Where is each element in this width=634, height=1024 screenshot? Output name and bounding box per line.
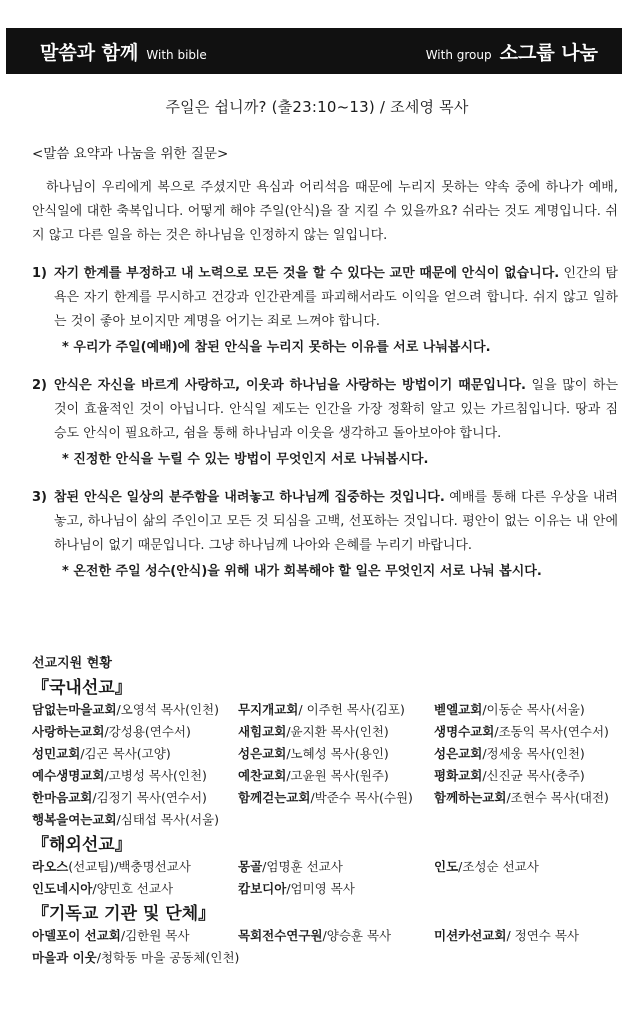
- list-item: 마을과 이웃/청학동 마을 공동체(인천): [32, 950, 240, 965]
- point-body: 인간의 탐욕은 자기 한계를 무시하고 건강과 인간관계를 파괴해서라도 이익을 얻으려 합니다. 쉬지 않고 일하는 것이 좋아 보이지만 계명을 어기는 죄로 느껴야 합니다.: [54, 266, 618, 329]
- mission-support: [32, 652, 618, 966]
- list-item: 무지개교회/ 이주헌 목사(김포): [238, 702, 405, 717]
- list-item: 아델포이 선교회/김한원 목사: [32, 928, 190, 943]
- header-title-left: 말씀과 함께: [40, 41, 139, 64]
- list-item: 성은교회/노혜성 목사(용인): [238, 746, 389, 761]
- discussion-question: * 진정한 안식을 누릴 수 있는 방법이 무엇인지 서로 나눠봅시다.: [62, 452, 429, 467]
- list-item: 벧엘교회/이동순 목사(서울): [434, 702, 585, 717]
- list-item: 함께걷는교회/박준수 목사(수원): [238, 790, 413, 805]
- point-number: 2): [32, 378, 47, 393]
- list-item: 생명수교회/조동익 목사(연수서): [434, 724, 609, 739]
- header-subtitle-left: With bible: [146, 47, 207, 62]
- list-item: 인도네시아/양민호 선교사: [32, 881, 174, 896]
- point-3: [32, 486, 618, 584]
- institution-list: [32, 928, 618, 966]
- intro-paragraph: 하나님이 우리에게 복으로 주셨지만 욕심과 어리석음 때문에 누리지 못하는 약속 중에 하나가 예배, 안식일에 대한 축복입니다. 어떻게 해야 주일(안식)을 잘 지킬 수 있을까요? 쉬라는 것도 계명입니다. 쉬지 않고 다른 일을 하는 것은 하나님을 인정하지 않는 일입니다.: [32, 180, 618, 243]
- point-number: 3): [32, 490, 47, 505]
- point-2: [32, 374, 618, 472]
- point-1: [32, 262, 618, 360]
- list-item: 평화교회/신진균 목사(충주): [434, 768, 585, 783]
- discussion-question: * 온전한 주일 성수(안식)을 위해 내가 회복해야 할 일은 무엇인지 서로 나눠 봅시다.: [62, 564, 542, 579]
- sermon-title: 주일은 쉽니까? (출23:10~13) / 조세영 목사: [165, 98, 469, 116]
- point-body: 일을 많이 하는 것이 효율적인 것이 아닙니다. 안식일 제도는 인간을 가장 정확히 알고 있는 가르침입니다. 땅과 짐승도 안식이 필요하고, 쉼을 통해 하나님과 이웃을 생각하고 돌아보아야 합니다.: [54, 378, 619, 441]
- discussion-question: * 우리가 주일(예배)에 참된 안식을 누리지 못하는 이유를 서로 나눠봅시다.: [62, 340, 491, 355]
- point-number: 1): [32, 266, 47, 281]
- domestic-mission-list: [32, 702, 618, 828]
- point-headline: 자기 한계를 부정하고 내 노력으로 모든 것을 할 수 있다는 교만 때문에 안식이 없습니다.: [54, 266, 560, 281]
- list-item: 인도/조성순 선교사: [434, 859, 539, 874]
- list-item: 캄보디아/엄미영 목사: [238, 881, 355, 896]
- list-item: 목회전수연구원/양승훈 목사: [238, 928, 392, 943]
- header-title-right: 소그룹 나눔: [499, 41, 598, 64]
- list-item: 사랑하는교회/강성용(연수서): [32, 724, 191, 739]
- sermon-summary: [32, 142, 618, 584]
- institution-title: 『기독교 기관 및 단체』: [32, 904, 216, 924]
- list-item: 미션카선교회/ 정연수 목사: [434, 928, 579, 943]
- point-body: 예배를 통해 다른 우상을 내려놓고, 하나님이 삶의 주인이고 모든 것 되심을 고백, 선포하는 것입니다. 평안이 없는 이유는 내 안에 하나님이 없기 때문입니다. 그냥 하나님께 나아와 은혜를 누리기 바랍니다.: [54, 490, 618, 553]
- list-item: 몽골/엄명훈 선교사: [238, 859, 343, 874]
- list-item: 예찬교회/고윤원 목사(원주): [238, 768, 389, 783]
- header-subtitle-right: With group: [425, 47, 492, 62]
- point-headline: 참된 안식은 일상의 분주함을 내려놓고 하나님께 집중하는 것입니다.: [54, 490, 445, 505]
- list-item: 성은교회/정세웅 목사(인천): [434, 746, 585, 761]
- header-left: [40, 38, 207, 65]
- list-item: 예수생명교회/고병성 목사(인천): [32, 768, 207, 783]
- list-item: 행복을여는교회/심태섭 목사(서울): [32, 812, 219, 827]
- domestic-mission-title: 『국내선교』: [32, 678, 132, 698]
- point-headline: 안식은 자신을 바르게 사랑하고, 이웃과 하나님을 사랑하는 방법이기 때문입니다.: [54, 378, 526, 393]
- overseas-mission-list: [32, 859, 618, 897]
- list-item: 성민교회/김곤 목사(고양): [32, 746, 171, 761]
- mission-title: 선교지원 현황: [32, 656, 112, 671]
- list-item: 함께하는교회/조현수 목사(대전): [434, 790, 609, 805]
- list-item: 라오스(선교팀)/백충명선교사: [32, 859, 191, 874]
- overseas-mission-title: 『해외선교』: [32, 835, 132, 855]
- list-item: 담없는마을교회/오영석 목사(인천): [32, 702, 219, 717]
- page-header: [6, 28, 622, 74]
- list-item: 한마음교회/김정기 목사(연수서): [32, 790, 207, 805]
- section-heading: <말씀 요약과 나눔을 위한 질문>: [32, 146, 229, 162]
- header-right: [426, 38, 598, 65]
- list-item: 새힘교회/윤지환 목사(인천): [238, 724, 389, 739]
